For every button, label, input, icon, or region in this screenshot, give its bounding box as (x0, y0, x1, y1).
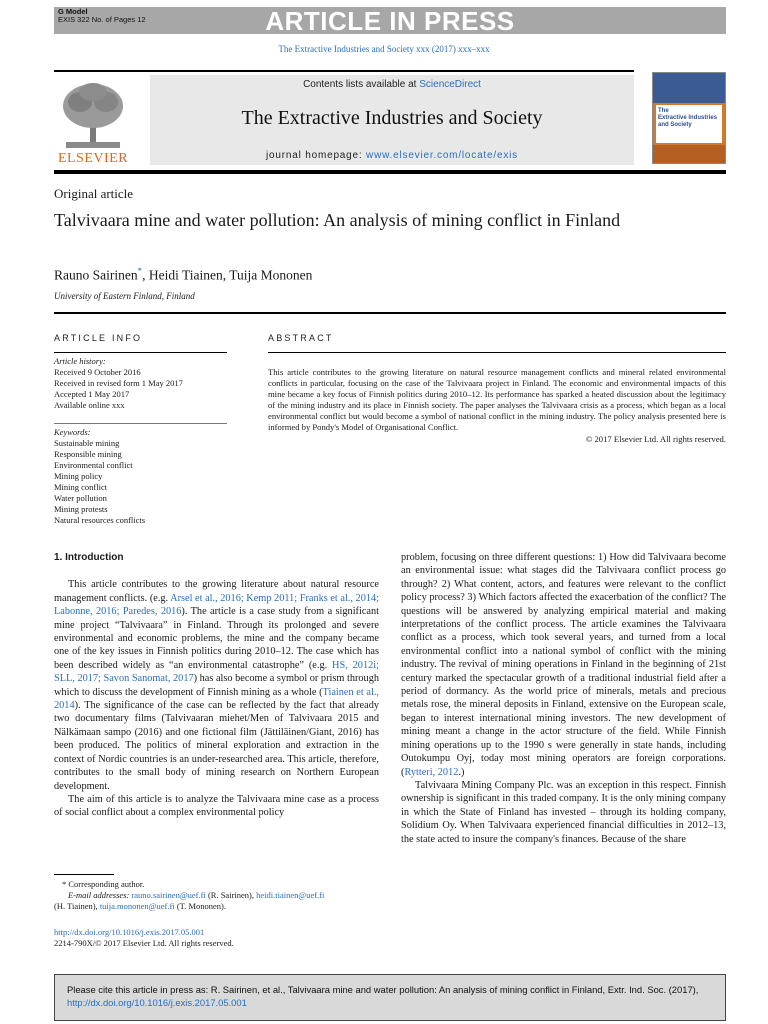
abstract-copyright: © 2017 Elsevier Ltd. All rights reserved. (585, 433, 726, 444)
email-link[interactable]: heidi.tiainen@uef.fi (256, 890, 325, 900)
keyword: Mining conflict (54, 482, 108, 492)
online-date: Available online xxx (54, 400, 125, 410)
abstract-heading: ABSTRACT (268, 333, 334, 343)
header-top-rule (54, 70, 634, 72)
paragraph-text: This article contributes to the growing literature about natural resource management conflicts. (e.g. (54, 579, 379, 604)
corresponding-text: Corresponding author. (68, 879, 145, 889)
citation-box (54, 974, 726, 1021)
elsevier-wordmark: ELSEVIER (57, 151, 129, 166)
other-authors[interactable]: , Heidi Tiainen, Tuija Mononen (142, 267, 313, 283)
keyword: Natural resources conflicts (54, 515, 146, 525)
cover-title-line-2: Extractive Industries (658, 115, 718, 121)
citation-link[interactable]: HS, 2012i; SLL, 2017; Savon Sanomat, 2017 (54, 659, 379, 685)
keywords-label: Keywords: (54, 427, 91, 437)
citation-text: Please cite this article in press as: R. Sairinen, et al., Talvivaara mine and water pollution: An analysis of mining conflict in Finland, Extr. Ind. Soc. (2017), (67, 984, 699, 995)
paragraph-text: ). The significance of the case can be reflected by the fact that already two documentary films (Talvivaaran miehet/Men of Talvivaara 2015 and Nälkämaan sampo (2016) and one fictional film (Jättiläinen/Giant, 2016) has been produced. The politics of mineral exploration and extraction in the context of Nordic countries is an under-researched area. This article, therefore, contributes to the small body of mining research on Northern European development. (54, 700, 379, 792)
exis-ref: EXIS 322 No. of Pages 12 (58, 15, 146, 24)
keywords-block (54, 427, 145, 526)
paragraph-text: ) has also become a symbol or prism through which to discuss the development of Finnish mining as a whole ( (54, 673, 380, 698)
section-heading-introduction: 1. Introduction (54, 552, 124, 563)
banner-title: ARTICLE IN PRESS (265, 6, 515, 36)
intro-paragraph-2: The aim of this article is to analyze the Talvivaara mine case as a process of social conflict about a complex environmental policy (54, 793, 379, 819)
email-owner: (T. Mononen). (174, 901, 226, 911)
affiliation: University of Eastern Finland, Finland (54, 291, 195, 301)
cover-title (658, 108, 717, 129)
journal-title: The Extractive Industries and Society (241, 107, 543, 129)
intro-paragraph-4: Talvivaara Mining Company Plc. was an exception in this respect. Finnish ownership is significant in this traded company. It is the only mining company in which the State of Finland has invested – through its holding company, Solidium Oy. When Talvivaara experienced financial difficulties in 2012–13, the state acted to insure the company's finances. Because of the share (401, 779, 726, 845)
cover-title-line-1: The (658, 108, 669, 114)
footnote (54, 879, 384, 912)
cover-top-band (653, 73, 725, 103)
keyword: Mining protests (54, 504, 108, 514)
corresponding-author-marker[interactable]: * (137, 266, 143, 276)
body-left-column (54, 551, 379, 820)
abstract-text: This article contributes to the growing literature on natural resource management conflicts and mineral related environmental conflicts in particular, focusing on the case of the Talvivaara project in Finland. The economic and environmental impacts of this mine became a key focus of Finnish politics during 2010–12. Its performance has sparked a heated discussion about the legitimacy of the mining industry and its place in Finnish society. The paper analyses the Talvivaara crisis as a process, which began as a local environmental conflict but would become a symbol of national conflict in the mining industry. The policy analysis presented here is informed by Pondy's Model of Organisational Conflict. (268, 367, 726, 433)
email-line-2 (54, 901, 384, 912)
homepage-prefix: journal homepage: (266, 150, 367, 161)
citation-link[interactable]: Arsel et al., 2016; Kemp 2011; Franks et al., 2014; Labonne, 2016; Paredes, 2016 (54, 592, 379, 618)
email-line (54, 890, 384, 901)
body-right-column (401, 551, 726, 846)
sciencedirect-link[interactable]: ScienceDirect (419, 79, 481, 90)
abstract (268, 367, 726, 445)
journal-header-box (150, 75, 634, 165)
issn-line: 2214-790X/© 2017 Elsevier Ltd. All rights reserved. (54, 938, 234, 948)
accepted-date: Accepted 1 May 2017 (54, 389, 130, 399)
intro-paragraph-1 (54, 578, 379, 793)
citation-link[interactable]: Tiainen et al., 2014 (54, 686, 379, 712)
gmodel-text: G Model (58, 7, 88, 16)
footnote-rule (54, 874, 114, 875)
email-owner: (R. Sairinen), (205, 890, 257, 900)
keyword: Mining policy (54, 471, 103, 481)
doi-link[interactable]: http://dx.doi.org/10.1016/j.exis.2017.05.001 (54, 927, 205, 937)
paragraph-text: .) (458, 766, 465, 778)
article-in-press-banner (54, 7, 726, 34)
article-info-rule (54, 352, 227, 353)
article-title: Talvivaara mine and water pollution: An analysis of mining conflict in Finland (54, 210, 621, 230)
cover-title-line-3: and Society (658, 122, 692, 128)
email-label: E-mail addresses: (68, 890, 132, 900)
history-label: Article history: (54, 356, 106, 366)
received-date: Received 9 October 2016 (54, 367, 141, 377)
email-link[interactable]: rauno.sairinen@uef.fi (131, 890, 206, 900)
doi-block (54, 927, 234, 949)
abstract-rule (268, 352, 726, 353)
paragraph-text: problem, focusing on three different questions: 1) How did Talvivaara become an environmental issue: what stages did the Talvivaara conflict process go through? 2) What content, actors, and features were relevant to the conflict policy process? 3) Which factors affected the exacerbation of the conflict? The questions will be answered by analyzing empirical material and making interpretations of the conflict process. The article examines the Talvivaara conflict as a process, which took several years, and turned from a local environmental conflict into a national symbol of conflict with the mining industry. The revival of mining operations in Finland in the beginning of 21st century marked the spectacular growth of a traditional industrial field after a period of dormancy. As the world price of minerals, metals and precious metals rose, the mineral deposits in Finland, extensive on the European scale, began to interest international mining investors. The new development of mining meant a change in the actor structure of the field. While Finnish mining operations up to the 1990 s were generally in state hands, including Outokumpu Oyj, today most mining operators are foreign corporations. ( (401, 552, 726, 778)
paragraph-text: ). The article is a case study from a significant mine project “Talvivaara” in Finland. Through its prolonged and severe environmental and economic problems, the mine and the company became one of the key issues in Finnish politics during 2010–12. The case which has been described widely as “an environmental catastrophe” (e.g. (54, 606, 379, 671)
citation-link[interactable]: Rytteri, 2012 (404, 766, 459, 778)
contents-line (150, 79, 634, 90)
homepage-link[interactable]: www.elsevier.com/locate/exis (366, 150, 518, 161)
article-history (54, 356, 183, 411)
cover-bottom-band (653, 145, 725, 164)
author-sairinen[interactable]: Rauno Sairinen (54, 267, 138, 283)
citation-doi-link[interactable]: http://dx.doi.org/10.1016/j.exis.2017.05.001 (67, 996, 247, 1008)
title-rule (54, 312, 726, 314)
intro-paragraph-3 (401, 551, 726, 779)
keyword: Environmental conflict (54, 460, 133, 470)
footnote-marker: * (62, 879, 67, 889)
contents-prefix: Contents lists available at (303, 79, 420, 90)
keywords-rule (54, 423, 227, 424)
author-list (54, 266, 312, 284)
email-owner: (H. Tiainen), (54, 901, 100, 911)
keyword: Responsible mining (54, 449, 122, 459)
email-link[interactable]: tuija.mononen@uef.fi (99, 901, 175, 911)
journal-cover-thumbnail[interactable] (652, 72, 726, 164)
journal-reference-link[interactable]: The Extractive Industries and Society xxx (2017) xxx–xxx (278, 44, 490, 54)
header-bottom-rule (54, 170, 726, 174)
corresponding-author-note (54, 879, 384, 890)
keyword: Sustainable mining (54, 438, 120, 448)
journal-homepage (150, 150, 634, 161)
revised-date: Received in revised form 1 May 2017 (54, 378, 183, 388)
article-info-heading: ARTICLE INFO (54, 333, 143, 343)
article-type: Original article (54, 186, 134, 201)
keyword: Water pollution (54, 493, 107, 503)
